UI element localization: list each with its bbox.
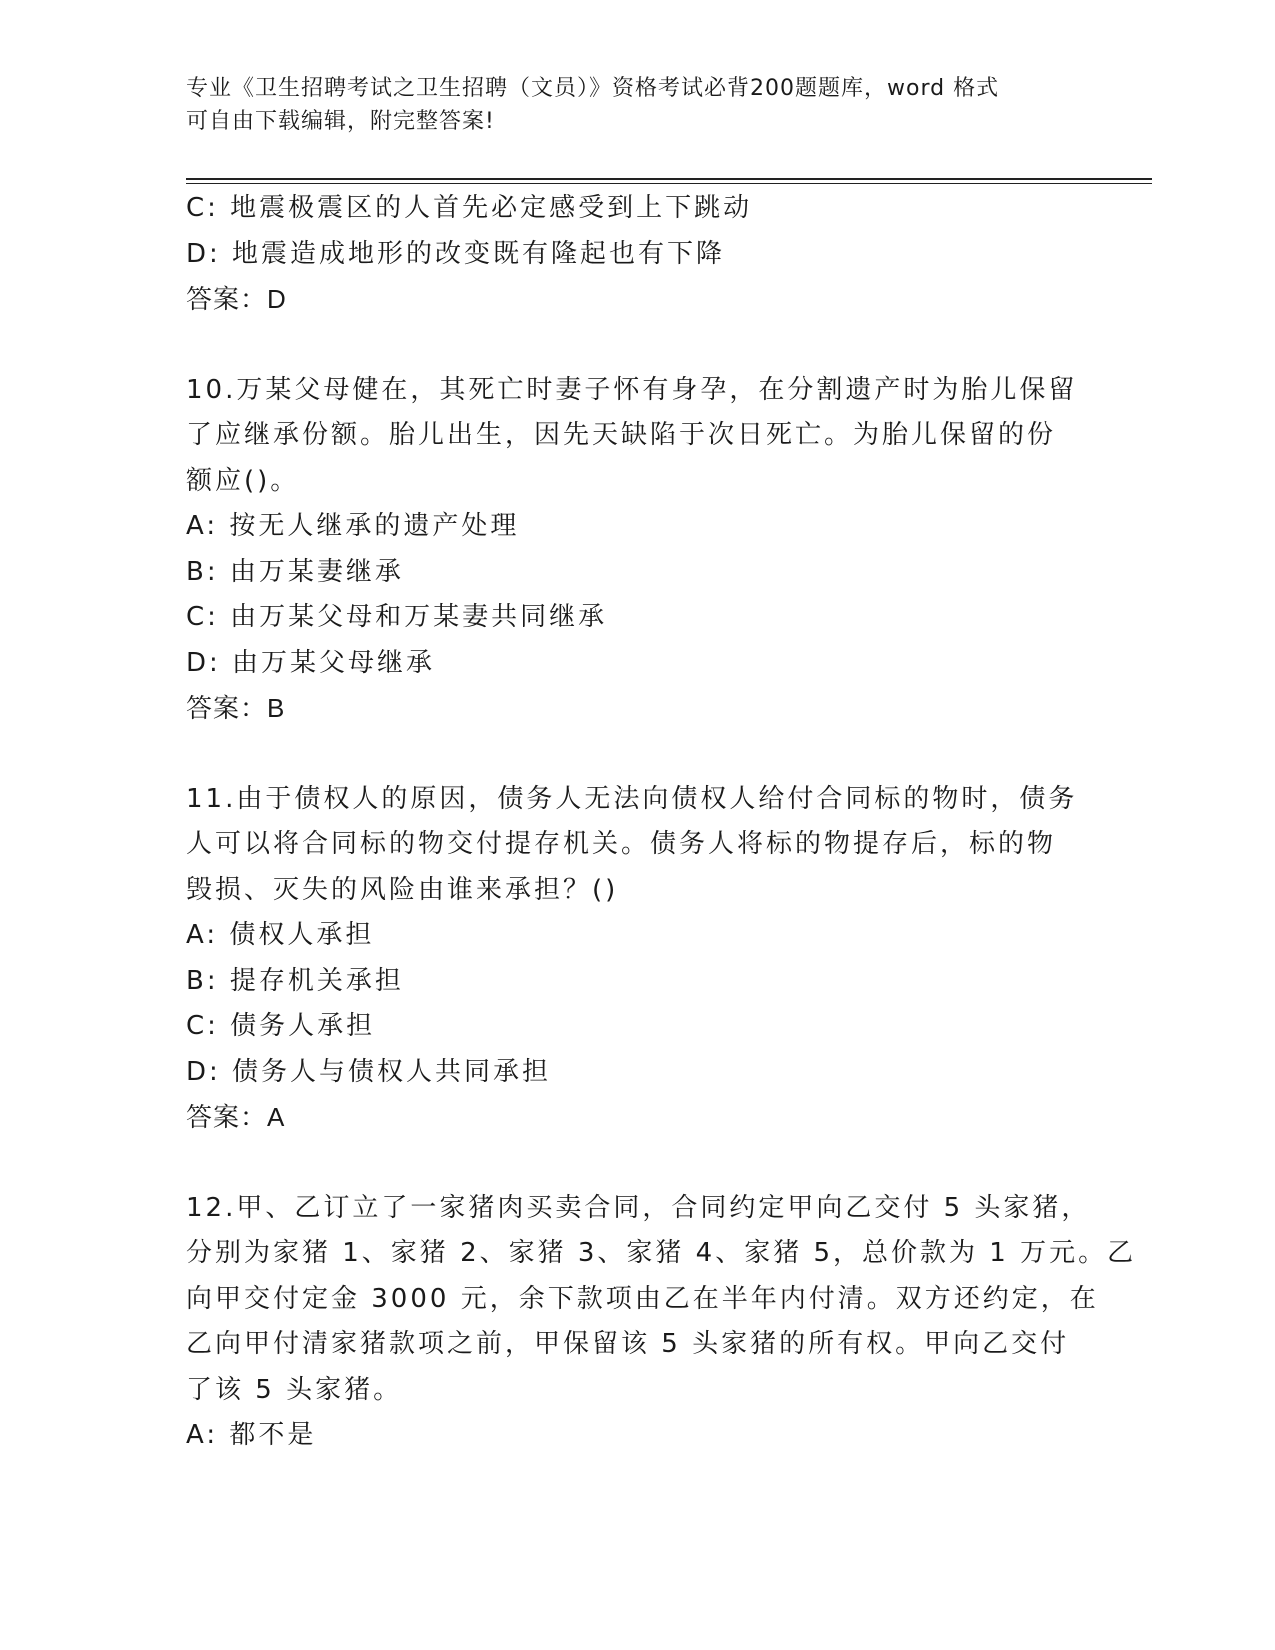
q9-option-d: D: 地震造成地形的改变既有隆起也有下降 [186,238,726,269]
question-content [186,186,1137,1459]
q11-stem-line-2: 人可以将合同标的物交付提存机关。债务人将标的物提存后，标的物 [186,829,1057,859]
question-9-tail [186,186,1086,323]
question-11 [186,777,1086,1141]
q12-stem-line-1: 12.甲、乙订立了一家猪肉买卖合同，合同约定甲向乙交付 5 头家猪， [186,1192,1091,1223]
q10-option-b: B: 由万某妻继承 [186,556,404,587]
q10-stem-line-2: 了应继承份额。胎儿出生，因先天缺陷于次日死亡。为胎儿保留的份 [186,420,1057,450]
q10-stem-line-3: 额应()。 [186,465,300,496]
q10-stem-line-1: 10.万某父母健在，其死亡时妻子怀有身孕，在分割遗产时为胎儿保留 [186,374,1078,405]
document-header [186,72,1076,138]
q10-option-c: C: 由万某父母和万某妻共同继承 [186,602,608,632]
header-title-line-2: 可自由下载编辑，附完整答案! [186,109,495,134]
q12-option-a: A: 都不是 [186,1420,317,1450]
spacer [186,732,1086,777]
spacer [186,1141,1086,1186]
header-divider-thick [186,178,1152,180]
header-divider-thin [186,183,1152,184]
spacer [186,323,1086,368]
q12-stem-line-2: 分别为家猪 1、家猪 2、家猪 3、家猪 4、家猪 5，总价款为 1 万元。乙 [186,1238,1137,1268]
q11-option-a: A: 债权人承担 [186,920,375,950]
q12-stem-line-3: 向甲交付定金 3000 元，余下款项由乙在半年内付清。双方还约定，在 [186,1283,1099,1314]
question-12 [186,1186,1137,1459]
q11-option-b: B: 提存机关承担 [186,965,404,996]
q10-option-d: D: 由万某父母继承 [186,647,436,678]
q12-stem-line-5: 了该 5 头家猪。 [186,1374,403,1405]
q11-stem-line-3: 毁损、灭失的风险由谁来承担？() [186,874,619,905]
q11-stem-line-1: 11.由于债权人的原因，债务人无法向债权人给付合同标的物时，债务 [186,783,1078,814]
q9-option-c: C: 地震极震区的人首先必定感受到上下跳动 [186,193,753,223]
q9-answer: 答案：D [186,284,287,314]
q11-option-d: D: 债务人与债权人共同承担 [186,1056,552,1087]
q10-option-a: A: 按无人继承的遗产处理 [186,511,520,541]
q11-option-c: C: 债务人承担 [186,1011,376,1041]
q10-answer: 答案：B [186,693,286,723]
q11-answer: 答案：A [186,1102,286,1132]
header-title-line-1: 专业《卫生招聘考试之卫生招聘（文员）》资格考试必背200题题库，word 格式 [186,76,1000,101]
question-10 [186,368,1086,732]
q12-stem-line-4: 乙向甲付清家猪款项之前，甲保留该 5 头家猪的所有权。甲向乙交付 [186,1329,1070,1359]
